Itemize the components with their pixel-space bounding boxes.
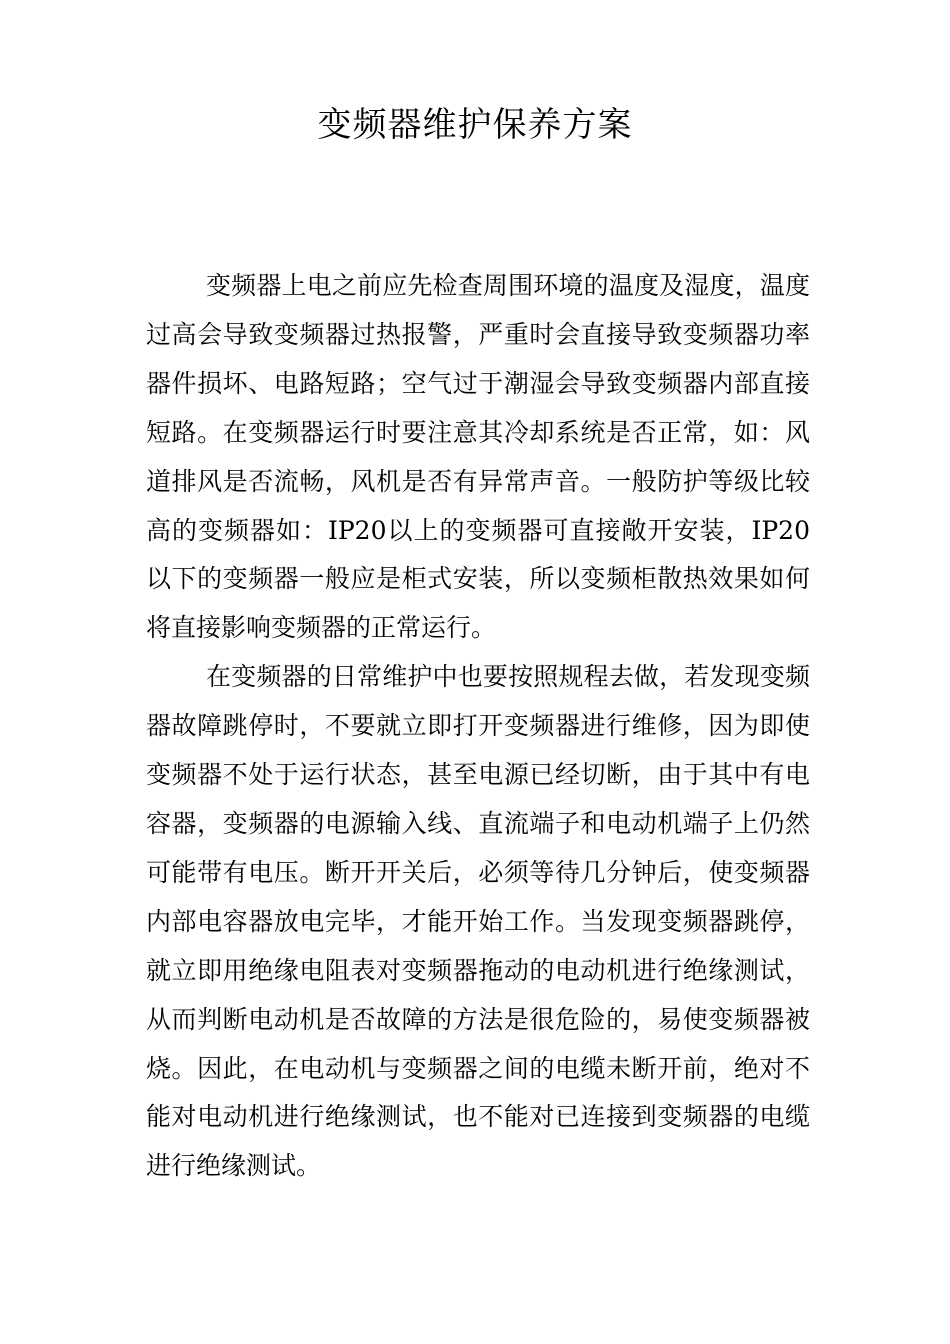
document-body — [146, 262, 810, 1191]
document-title: 变频器维护保养方案 — [317, 105, 633, 145]
paragraph-2: 在变频器的日常维护中也要按照规程去做，若发现变频器故障跳停时，不要就立即打开变频器进行维修，因为即使变频器不处于运行状态，甚至电源已经切断，由于其中有电容器，变频器的电源输入线、直流端子和电动机端子上仍然可能带有电压。断开开关后，必须等待几分钟后，使变频器内部电容器放电完毕，才能开始工作。当发现变频器跳停，就立即用绝缘电阻表对变频器拖动的电动机进行绝缘测试，从而判断电动机是否故障的方法是很危险的，易使变频器被烧。因此，在电动机与变频器之间的电缆未断开前，绝对不能对电动机进行绝缘测试，也不能对已连接到变频器的电缆进行绝缘测试。 — [146, 662, 810, 1181]
paragraph-1: 变频器上电之前应先检查周围环境的温度及湿度，温度过高会导致变频器过热报警，严重时会直接导致变频器功率器件损坏、电路短路；空气过于潮湿会导致变频器内部直接短路。在变频器运行时要注意其冷却系统是否正常，如：风道排风是否流畅，风机是否有异常声音。一般防护等级比较高的变频器如：IP20以上的变频器可直接敞开安装，IP20以下的变频器一般应是柜式安装，所以变频柜散热效果如何将直接影响变频器的正常运行。 — [146, 271, 810, 643]
